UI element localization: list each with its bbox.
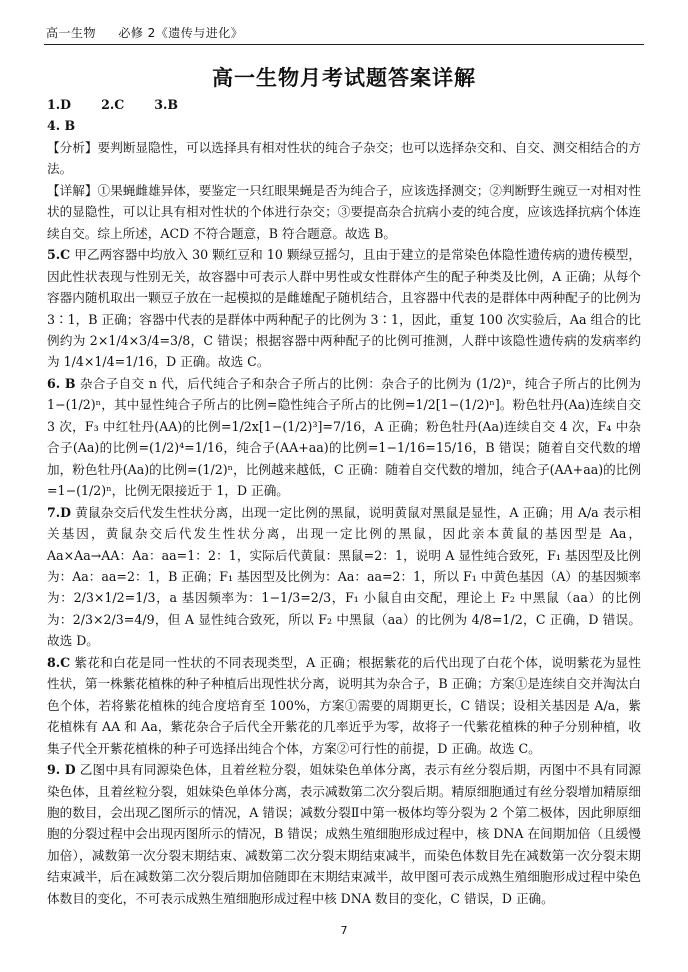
- page-header: [46, 24, 243, 41]
- q7-label: 7.D: [47, 504, 72, 520]
- q8-text: 紫花和白花是同一性状的不同表现类型，A 正确；根据紫花的后代出现了白花个体，说明紫花为显性性状，第一株紫花植株的种子种植后出现性状分离，说明其为杂合子，B 正确；方案①是连续自交并淘汰白色个体，若将紫花植株的纯合度培育至 100%，方案①需要的周期更长，C 错误；设相关基因是 A/a，紫花植株有 AA 和 Aa，紫花杂合子后代全开紫花的几率近乎为零，故将子一代紫花植株的种子分别种植，收集子代全开紫花植株的种子可选择出纯合个体，方案②可行性的前提，D 正确。故选 C。: [47, 654, 641, 756]
- q7-text: 黄鼠杂交后代发生性状分离，出现一定比例的黑鼠，说明黄鼠对黑鼠是显性，A 正确；用 A/a 表示相关基因，黄鼠杂交后代发生性状分离，出现一定比例的黑鼠，因此亲本黄鼠的基因型是 Aa，Aa×Aa→AA：Aa：aa=1：2：1，实际后代黄鼠：黑鼠=2：1，说明 A 显性纯合致死，F₁ 基因型及比例为：Aa：aa=2：1，B 正确；F₁ 基因型及比例为：Aa：aa=2：1，所以 F₁ 中黄色基因（A）的基因频率为：2/3×1/2=1/3，a 基因频率为：1−1/3=2/3，F₁ 小鼠自由交配，理论上 F₂ 中黑鼠（aa）的比例为：2/3×2/3=4/9，但 A 显性纯合致死，所以 F₂ 中黑鼠（aa）的比例为 4/8=1/2，C 正确，D 错误。故选 D。: [47, 504, 641, 649]
- q6-label: 6. B: [47, 375, 76, 391]
- page-title: 高一生物月考试题答案详解: [212, 66, 476, 90]
- header-subject: 高一生物: [46, 26, 97, 40]
- answer-1: 1.D: [47, 97, 72, 112]
- answer-2: 2.C: [101, 97, 125, 112]
- q4-label: 4. B: [47, 118, 76, 134]
- q8-paragraph: [47, 652, 641, 759]
- q9-paragraph: [47, 759, 641, 909]
- q6-paragraph: [47, 373, 641, 502]
- q9-label: 9. D: [47, 762, 76, 778]
- q8-label: 8.C: [47, 654, 71, 670]
- answer-3: 3.B: [154, 97, 179, 112]
- q7-paragraph: [47, 502, 641, 652]
- answers-line: [47, 94, 641, 115]
- q5-label: 5.C: [47, 247, 71, 263]
- page-number: 7: [340, 924, 348, 937]
- q9-text: 乙图中具有同源染色体，且着丝粒分裂，姐妹染色单体分离，表示有丝分裂后期，丙图中不具有同源染色体，且着丝粒分裂，姐妹染色单体分离，表示减数第二次分裂后期。精原细胞通过有丝分裂增加精原细胞的数目，会出现乙图所示的情况，A 错误；减数分裂Ⅱ中第一极体均等分裂为 2 个第二极体，因此卵原细胞的分裂过程中会出现丙图所示的情况，B 错误；成熟生殖细胞形成过程中，核 DNA 在间期加倍（且缓慢加倍），减数第一次分裂末期结束、减数第二次分裂末期结束减半，而染色体数目先在减数第一次分裂末期结束减半，后在减数第二次分裂后期加倍随即在末期结束减半，故甲图可表示成熟生殖细胞形成过程中染色体数目的变化，不可表示成熟生殖细胞形成过程中核 DNA 数目的变化，C 错误，D 正确。: [47, 762, 641, 906]
- q4-analysis: 【分析】要判断显隐性，可以选择具有相对性状的纯合子杂交；也可以选择杂交和、自交、测交相结合的方法。: [47, 139, 641, 177]
- answer-content: [47, 94, 641, 909]
- q4-detail: 【详解】①果蝇雌雄异体，要鉴定一只红眼果蝇是否为纯合子，应该选择测交；②判断野生豌豆一对相对性状的显隐性，可以让具有相对性状的个体进行杂交；③要提高杂合抗病小麦的纯合度，应该选择抗病个体连续自交。综上所述，ACD 不符合题意，B 符合题意。故选 B。: [47, 182, 641, 241]
- header-rule: [44, 44, 644, 45]
- q5-text: 甲乙两容器中均放入 30 颗红豆和 10 颗绿豆摇匀，且由于建立的是常染色体隐性遗传病的遗传模型，因此性状表现与性别无关，故容器中可表示人群中男性或女性群体产生的配子种类及比例，A 正确；从每个容器内随机取出一颗豆子放在一起模拟的是雌雄配子随机结合，且容器中代表的是群体中两种配子的比例为 3∶1，B 正确；容器中代表的是群体中两种配子的比例为 3∶1，因此，重复 100 次实验后，Aa 组合的比例约为 2×1/4×3/4=3/8，C 错误；根据容器中两种配子的比例可推测，人群中该隐性遗传病的发病率约为 1/4×1/4=1/16，D 正确。故选 C。: [47, 247, 641, 370]
- header-book: 必修 2《遗传与进化》: [118, 26, 244, 40]
- q6-text: 杂合子自交 n 代，后代纯合子和杂合子所占的比例：杂合子的比例为 (1/2)ⁿ，纯合子所占的比例为 1−(1/2)ⁿ，其中显性纯合子所占的比例=隐性纯合子所占的比例=1/2[1−(1/2)ⁿ]。粉色牡丹(Aa)连续自交 3 次，F₃ 中红牡丹(AA)的比例=1/2x[1−(1/2)³]=7/16，A 正确；粉色牡丹(Aa)连续自交 4 次，F₄ 中杂合子(Aa)的比例=(1/2)⁴=1/16，纯合子(AA+aa)的比例=1−1/16=15/16，B 错误；随着自交代数的增加，粉色牡丹(Aa)的比例=(1/2)ⁿ，比例越来越低，C 正确：随着自交代数的增加，纯合子(AA+aa)的比例=1−(1/2)ⁿ，比例无限接近于 1，D 正确。: [47, 375, 641, 499]
- q5-paragraph: [47, 244, 641, 373]
